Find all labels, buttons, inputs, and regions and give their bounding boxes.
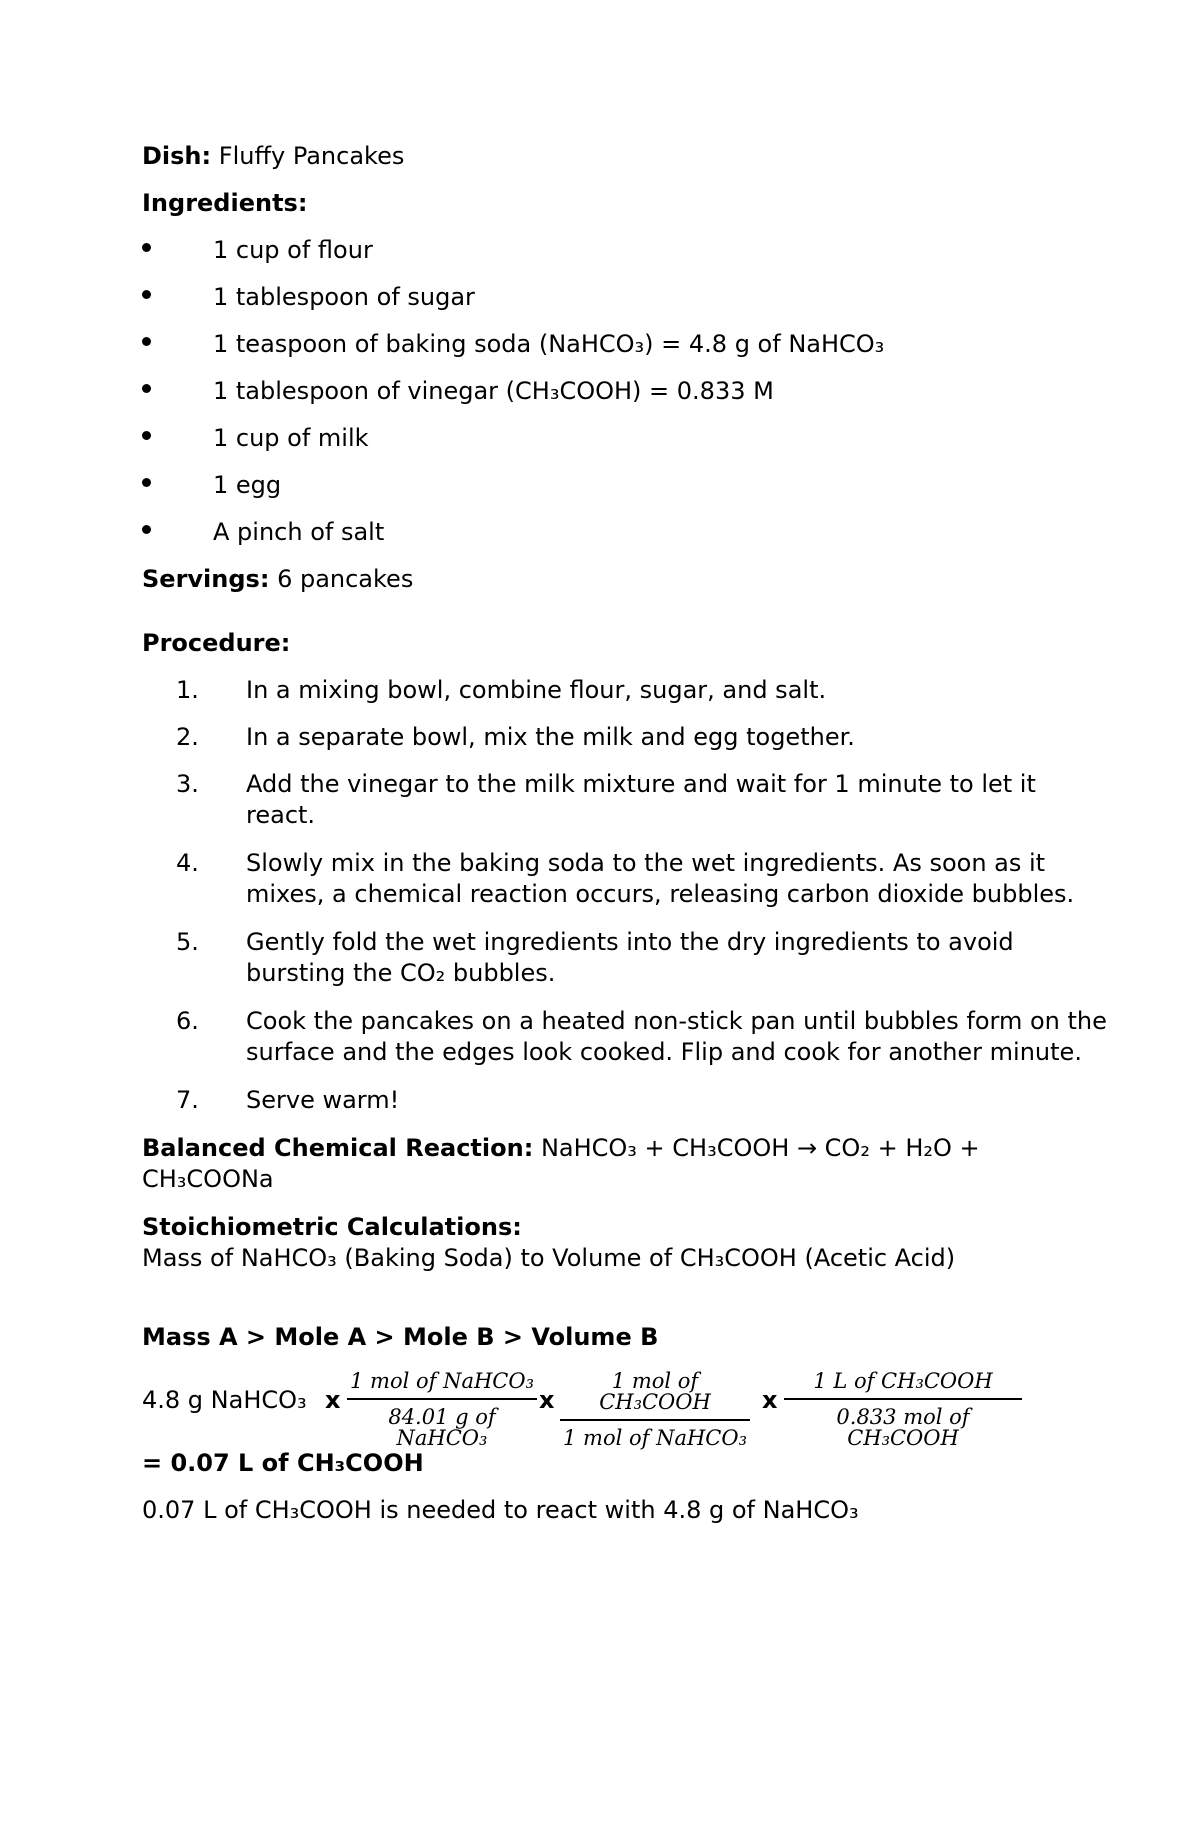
step-text: Slowly mix in the baking soda to the wet ingredients. As soon as it — [246, 849, 1046, 877]
procedure-heading — [142, 631, 290, 655]
fraction-1 — [347, 1371, 537, 1449]
ingredients-label: Ingredients: — [142, 189, 308, 217]
conversion-path — [142, 1325, 658, 1349]
reaction-equation-continued: CH₃COONa — [142, 1165, 274, 1193]
times-sign: x — [762, 1386, 778, 1414]
fraction-2-denominator: 1 mol of NaHCO₃ — [563, 1426, 747, 1450]
dish-line — [142, 144, 404, 168]
fraction-2-numerator: 1 mol of CH₃COOH — [560, 1371, 750, 1421]
step-text-continued: surface and the edges look cooked. Flip and cook for another minute. — [246, 1038, 1082, 1066]
fraction-3-numerator: 1 L of CH₃COOH — [784, 1371, 1022, 1400]
bullet-icon — [142, 337, 151, 346]
dish-value: Fluffy Pancakes — [218, 142, 405, 170]
step-text-continued: mixes, a chemical reaction occurs, releasing carbon dioxide bubbles. — [246, 880, 1075, 908]
bullet-icon — [142, 478, 151, 487]
step-text-continued: bursting the CO₂ bubbles. — [246, 959, 556, 987]
reaction-line — [142, 1136, 980, 1160]
step-text: Serve warm! — [246, 1086, 400, 1114]
calc-start-mass: 4.8 g NaHCO₃ — [142, 1386, 307, 1414]
servings-value: 6 pancakes — [277, 565, 414, 593]
ingredient-text: 1 tablespoon of vinegar (CH₃COOH) = 0.833 M — [213, 377, 774, 405]
step-number: 1. — [176, 676, 199, 704]
fraction-2 — [560, 1371, 750, 1449]
fraction-1-numerator: 1 mol of NaHCO₃ — [347, 1371, 537, 1400]
bullet-icon — [142, 243, 151, 252]
calc-conclusion-text: 0.07 L of CH₃COOH is needed to react with 4.8 g of NaHCO₃ — [142, 1496, 859, 1524]
bullet-icon — [142, 431, 151, 440]
reaction-label: Balanced Chemical Reaction: — [142, 1134, 534, 1162]
times-sign: x — [539, 1386, 555, 1414]
step-number: 2. — [176, 723, 199, 751]
step-number: 6. — [176, 1007, 199, 1035]
calc-start — [142, 1388, 307, 1412]
bullet-icon — [142, 384, 151, 393]
conversion-path-text: Mass A > Mole A > Mole B > Volume B — [142, 1323, 659, 1351]
calc-conclusion — [142, 1498, 859, 1522]
fraction-3 — [784, 1371, 1022, 1449]
servings-line — [142, 567, 413, 591]
fraction-3-denominator: 0.833 mol of CH₃COOH — [836, 1405, 970, 1450]
stoich-subtitle-text: Mass of NaHCO₃ (Baking Soda) to Volume of CH₃COOH (Acetic Acid) — [142, 1244, 956, 1272]
step-text: In a separate bowl, mix the milk and egg together. — [246, 723, 855, 751]
calc-result — [142, 1451, 424, 1475]
ingredient-text: A pinch of salt — [213, 518, 385, 546]
step-number: 7. — [176, 1086, 199, 1114]
step-number: 4. — [176, 849, 199, 877]
reaction-line-continued — [142, 1167, 274, 1191]
stoich-heading — [142, 1215, 522, 1239]
reaction-equation: NaHCO₃ + CH₃COOH → CO₂ + H₂O + — [540, 1134, 980, 1162]
bullet-icon — [142, 525, 151, 534]
servings-label: Servings: — [142, 565, 270, 593]
step-text-continued: react. — [246, 801, 316, 829]
times-sign: x — [325, 1386, 341, 1414]
step-text: Add the vinegar to the milk mixture and wait for 1 minute to let it — [246, 770, 1036, 798]
ingredient-text: 1 egg — [213, 471, 282, 499]
step-number: 5. — [176, 928, 199, 956]
stoich-label: Stoichiometric Calculations: — [142, 1213, 522, 1241]
stoich-subtitle — [142, 1246, 955, 1270]
ingredients-heading — [142, 191, 307, 215]
calc-result-text: = 0.07 L of CH₃COOH — [142, 1449, 424, 1477]
step-number: 3. — [176, 770, 199, 798]
bullet-icon — [142, 290, 151, 299]
dish-label: Dish: — [142, 142, 212, 170]
procedure-label: Procedure: — [142, 629, 291, 657]
ingredient-text: 1 cup of milk — [213, 424, 369, 452]
ingredient-text: 1 cup of flour — [213, 236, 373, 264]
step-text: Cook the pancakes on a heated non-stick pan until bubbles form on the — [246, 1007, 1107, 1035]
fraction-1-denominator: 84.01 g of NaHCO₃ — [388, 1405, 496, 1450]
ingredient-text: 1 teaspoon of baking soda (NaHCO₃) = 4.8 g of NaHCO₃ — [213, 330, 885, 358]
step-text: In a mixing bowl, combine flour, sugar, and salt. — [246, 676, 827, 704]
ingredient-text: 1 tablespoon of sugar — [213, 283, 475, 311]
step-text: Gently fold the wet ingredients into the dry ingredients to avoid — [246, 928, 1014, 956]
